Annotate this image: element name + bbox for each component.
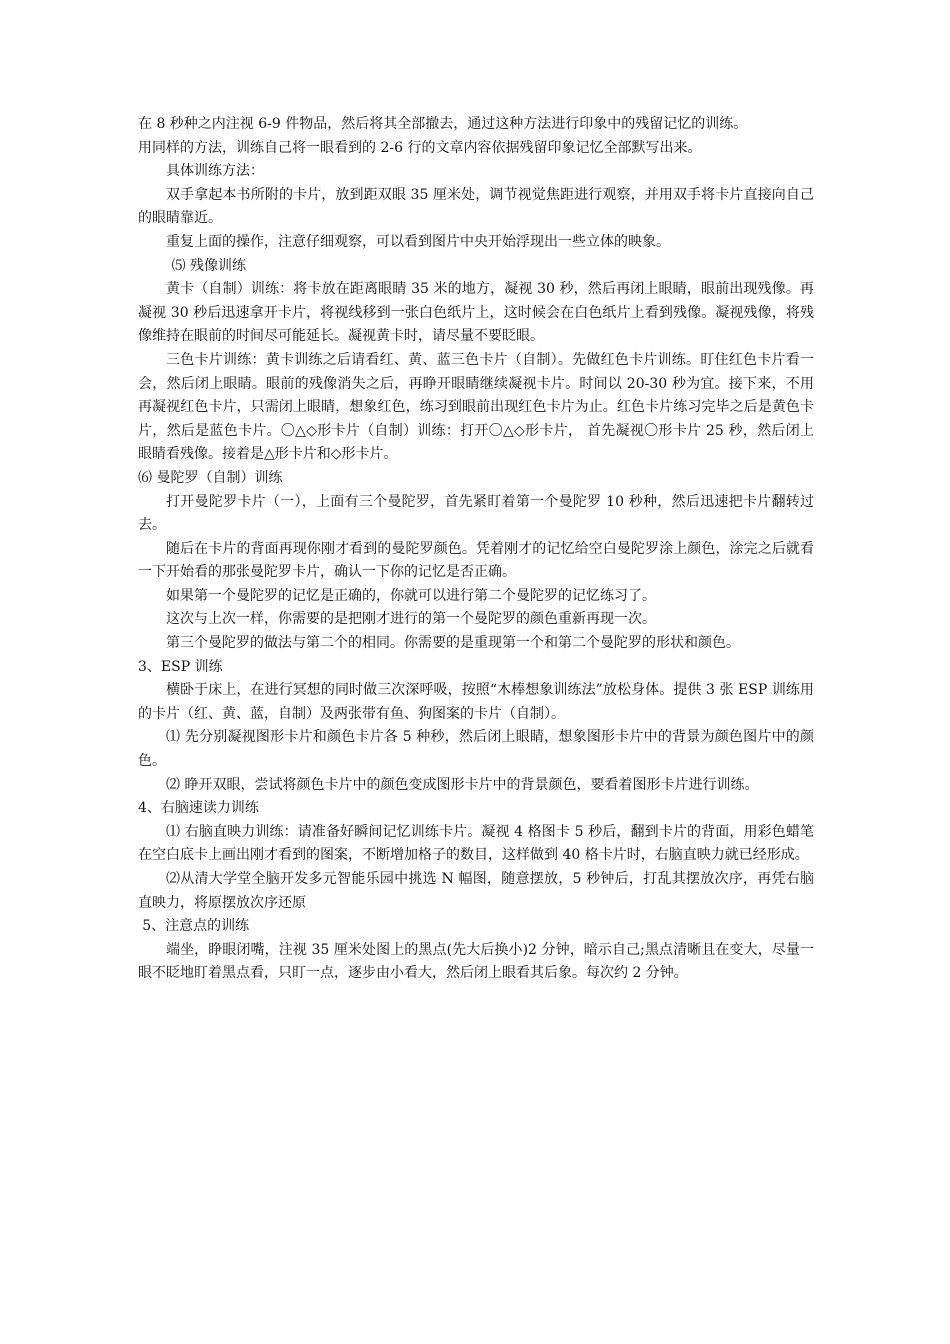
section-heading: ⑸ 残像训练	[171, 257, 247, 274]
paragraph: 横卧于床上，在进行冥想的同时做三次深呼吸，按照“木棒想象训练法”放松身体。提供 3 张 ESP 训练用的卡片（红、黄、蓝，自制）及两张带有鱼、狗图案的卡片（自制）。	[138, 682, 814, 722]
section-heading: 3、ESP 训练	[138, 658, 223, 675]
document-body	[138, 113, 814, 986]
paragraph: 重复上面的操作，注意仔细观察，可以看到图片中央开始浮现出一些立体的映象。	[166, 233, 670, 250]
paragraph: 用同样的方法，训练自己将一眼看到的 2-6 行的文章内容依据残留印象记忆全部默写出来。	[138, 139, 702, 156]
paragraph: 这次与上次一样，你需要的是把刚才进行的第一个曼陀罗的颜色重新再现一次。	[166, 611, 656, 628]
paragraph: 黄卡（自制）训练：将卡放在距离眼睛 35 米的地方，凝视 30 秒，然后再闭上眼睛，眼前出现残像。再凝视 30 秒后迅速拿开卡片，将视线移到一张白色纸片上，这时候会在白色纸片上看到残像。凝视残像，将残像维持在眼前的时间尽可能延长。凝视黄卡时，请尽量不要眨眼。	[138, 281, 814, 345]
paragraph: 如果第一个曼陀罗的记忆是正确的，你就可以进行第二个曼陀罗的记忆练习了。	[166, 587, 656, 604]
section-heading: ⑹ 曼陀罗（自制）训练	[138, 469, 283, 486]
paragraph: 在 8 秒种之内注视 6-9 件物品，然后将其全部撤去，通过这种方法进行印象中的残留记忆的训练。	[138, 116, 748, 132]
paragraph: ⑵从清大学堂全脑开发多元智能乐园中挑选 N 幅图，随意摆放，5 秒钟后，打乱其摆放次序，再凭右脑直映力，将原摆放次序还原	[138, 871, 814, 911]
paragraph: 双手拿起本书所附的卡片，放到距双眼 35 厘米处，调节视觉焦距进行观察，并用双手将卡片直接向自己的眼睛靠近。	[138, 186, 814, 227]
section-heading: 5、注意点的训练	[142, 918, 250, 935]
paragraph: 第三个曼陀罗的做法与第二个的相同。你需要的是重现第一个和第二个曼陀罗的形状和颜色。	[166, 635, 740, 652]
paragraph: ⑵ 睁开双眼，尝试将颜色卡片中的颜色变成图形卡片中的背景颜色，要看着图形卡片进行训练。	[166, 776, 759, 793]
paragraph: ⑴ 右脑直映力训练：请准备好瞬间记忆训练卡片。凝视 4 格图卡 5 秒后，翻到卡片的背面，用彩色蜡笔在空白底卡上画出刚才看到的图案，不断增加格子的数目，这样做到 40 格卡片时，右脑直映力就已经形成。	[138, 823, 814, 864]
section-heading: 4、右脑速读力训练	[138, 800, 259, 817]
paragraph: 端坐，睁眼闭嘴，注视 35 厘米处图上的黑点(先大后换小)2 分钟，暗示自己;黑点清晰且在变大，尽量一眼不眨地盯着黑点看，只盯一点，逐步由小看大，然后闭上眼看其后象。每次约 2 分钟。	[138, 941, 814, 982]
paragraph: 随后在卡片的背面再现你刚才看到的曼陀罗颜色。凭着刚才的记忆给空白曼陀罗涂上颜色，涂完之后就看一下开始看的那张曼陀罗卡片，确认一下你的记忆是否正确。	[138, 540, 814, 581]
paragraph: 三色卡片训练：黄卡训练之后请看红、黄、蓝三色卡片（自制）。先做红色卡片训练。盯住红色卡片看一会，然后闭上眼睛。眼前的残像消失之后，再睁开眼睛继续凝视卡片。时间以 20-30 秒为宜。接下来，不用再凝视红色卡片，只需闭上眼睛，想象红色，练习到眼前出现红色卡片为止。红色卡片练习完毕之后是黄色卡片，然后是蓝色卡片。〇△◇形卡片（自制）训练：打开〇△◇形卡片， 首先凝视〇形卡片 25 秒，然后闭上眼睛看残像。接着是△形卡片和◇形卡片。	[138, 351, 814, 463]
paragraph: ⑴ 先分别凝视图形卡片和颜色卡片各 5 种秒，然后闭上眼睛，想象图形卡片中的背景为颜色图片中的颜色。	[138, 729, 814, 770]
paragraph: 打开曼陀罗卡片（一），上面有三个曼陀罗，首先紧盯着第一个曼陀罗 10 秒种，然后迅速把卡片翻转过去。	[138, 493, 814, 534]
paragraph: 具体训练方法：	[166, 163, 264, 180]
